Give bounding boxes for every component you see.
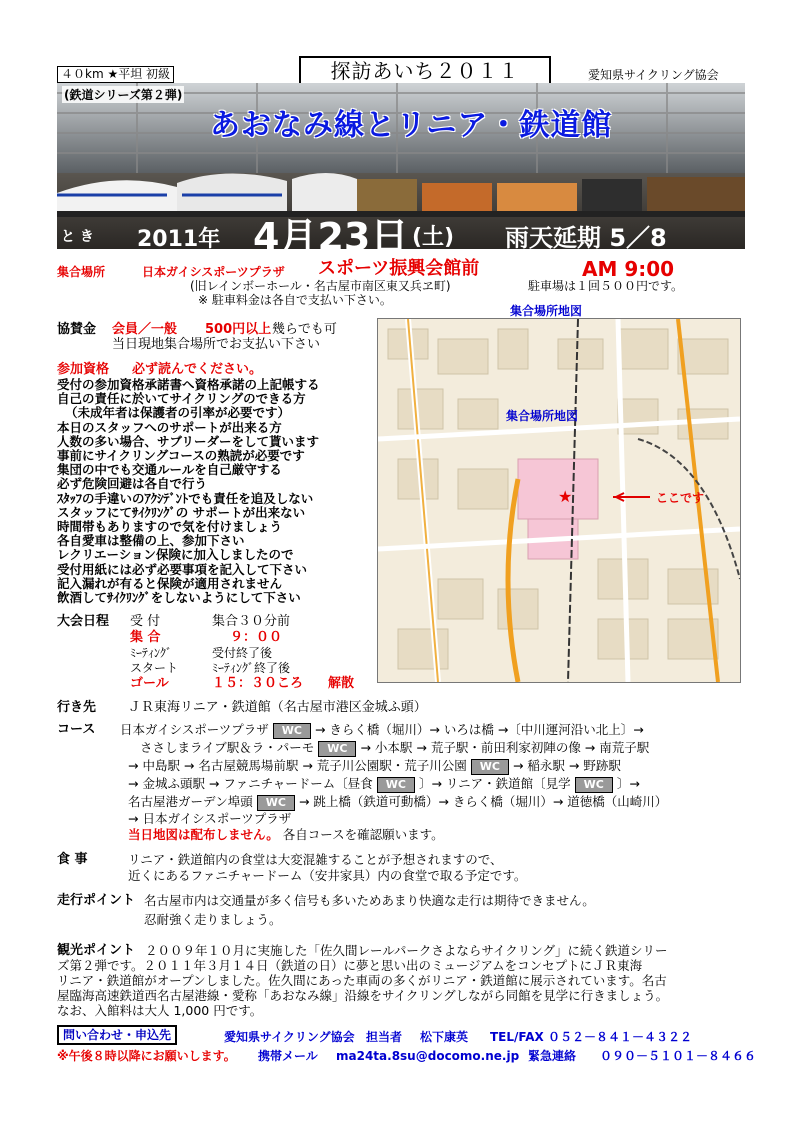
course-stop: 名古屋港ガーデン埠頭: [128, 794, 253, 809]
map-star-icon: ★: [558, 487, 573, 506]
wc-badge: WC: [257, 795, 295, 811]
meeting-place-map: [377, 318, 741, 683]
qualification-item: 事前にサイクリングコースの熟読が必要です: [57, 448, 305, 464]
course-stop: 日本ガイシスポーツプラザ: [120, 722, 269, 737]
fee-rest: 幾らでも可: [272, 322, 337, 337]
meal-line-2: 近くにあるファニチャードーム（安井家具）内の食堂で取る予定です。: [128, 868, 527, 883]
course-line-3: [128, 758, 621, 775]
meeting-address: (旧レインボーホール・名古屋市南区東又兵ヱ町): [190, 279, 451, 293]
sight-point-line-4: 屋臨海高速鉄道西名古屋港線・愛称「あおなみ線」沿線をサイクリングしながら同館を見学に行きましょう。: [57, 988, 669, 1003]
map-title: 集合場所地図: [510, 304, 583, 318]
date-weekday: (土): [412, 225, 455, 250]
series-subtitle: (鉄道シリーズ第２弾): [64, 88, 183, 102]
qualification-item: 人数の多い場合、サブリーダーをして貰います: [57, 433, 320, 449]
course-route: → きらく橋（堀川）→ いろは橋 →〔中川運河沿い北上〕→: [314, 722, 644, 737]
wc-badge: WC: [318, 741, 356, 757]
event-tag: ４０km ★平坦 初級: [57, 66, 174, 83]
ride-point-line-2: 忍耐強く走りましょう。: [144, 912, 282, 927]
schedule-value: 受付終了後: [212, 646, 273, 660]
course-label: コース: [57, 722, 96, 737]
destination-value: ＪＲ東海リニア・鉄道館（名古屋市港区金城ふ頭）: [128, 700, 427, 715]
meeting-spot: スポーツ振興会館前: [318, 258, 480, 279]
mobile-email: ma24ta.8su@docomo.ne.jp: [336, 1049, 520, 1063]
date-line: [57, 215, 745, 259]
schedule-value: １５：３０ころ: [212, 676, 304, 691]
contact-box-label: 問い合わせ・申込先: [57, 1025, 177, 1045]
fee-payment: 当日現地集合場所でお支払い下さい: [112, 337, 321, 352]
course-route: → 跳上橋（鉄道可動橋）→ きらく橋（堀川）→ 道徳橋（山崎川）: [298, 794, 668, 809]
organizer-name: 愛知県サイクリング協会: [588, 68, 719, 82]
schedule-label: 大会日程: [57, 614, 110, 629]
sight-point-line-1: ２００９年１０月に実施した「佐久間レールパークさよならサイクリング」に続く鉄道シリー: [145, 943, 668, 958]
ride-point-label: 走行ポイント: [57, 893, 136, 908]
wc-badge: WC: [273, 723, 311, 739]
contact-org: 愛知県サイクリング協会: [224, 1030, 355, 1044]
sight-point-line-3: リニア・鉄道館がオープンしました。佐久間にあった車両の多くがリニア・鉄道館に展示されています。名古: [57, 973, 667, 988]
contact-note: ※午後８時以降にお願いします。: [57, 1049, 236, 1063]
course-note-text: 各自コースを確認願います。: [282, 827, 444, 842]
fee-members: 会員／一般: [112, 322, 178, 337]
meeting-label: 集合場所: [57, 265, 106, 279]
qualification-item: 必ず危険回避は各自で行う: [57, 476, 208, 492]
wc-badge: WC: [575, 777, 613, 793]
qualification-item: スタッフにてｻｲｸﾘﾝｸﾞの サポートが出来ない: [57, 504, 306, 520]
main-title: あおなみ線とリニア・鉄道館: [210, 108, 613, 143]
wc-badge: WC: [471, 759, 509, 775]
qualification-item: レクリエーション保険に加入しましたので: [57, 547, 294, 563]
meal-line-1: リニア・鉄道館内の食堂は大変混雑することが予想されますので、: [128, 852, 503, 867]
course-line-5: [128, 794, 667, 811]
qualification-item: 集団の中でも交通ルールを自己厳守する: [57, 462, 282, 478]
sight-point-label: 観光ポイント: [57, 943, 136, 958]
schedule-key: ゴール: [130, 676, 169, 691]
parking-fee: 駐車場は１回５００円です。: [528, 279, 684, 293]
qualification-item: 各自愛車は整備の上、参加下さい: [57, 533, 245, 549]
course-line-1: [120, 722, 644, 739]
schedule-key: 集 合: [130, 630, 161, 645]
destination-label: 行き先: [57, 700, 97, 715]
ride-point-line-1: 名古屋市内は交通量が多く信号も多いためあまり快適な走行は期待できません。: [144, 893, 595, 908]
meeting-time: AM 9:00: [582, 257, 675, 281]
course-note: [128, 827, 444, 843]
meeting-place: 日本ガイシスポーツプラザ: [142, 265, 285, 279]
schedule-value: ９：００: [230, 630, 283, 645]
sight-point-line-5: なお、入館料は大人 1,000 円です。: [57, 1003, 263, 1018]
emergency-label: 緊急連絡: [528, 1049, 577, 1063]
course-route: → 金城ふ頭駅 → ファニチャードーム〔昼食: [128, 776, 373, 791]
emergency-number: ０９０－５１０１－８４６６: [600, 1049, 757, 1063]
map-overlay-title: 集合場所地図: [506, 409, 579, 423]
date-label: と き: [61, 229, 94, 245]
schedule-value: 集合３０分前: [212, 614, 291, 629]
course-stop: ささしまライブ駅＆ラ・パーモ: [140, 740, 315, 755]
schedule-extra: 解散: [328, 676, 355, 691]
course-note-red: 当日地図は配布しません。: [128, 827, 279, 842]
qualification-item: 時間帯もありますので気を付けましょう: [57, 519, 283, 535]
fee-amount: 500円以上: [205, 322, 272, 337]
meal-label: 食 事: [57, 852, 88, 867]
qualification-item: 自己の責任に於いてサイクリングのできる方: [57, 391, 306, 407]
course-route: 〕→ リニア・鉄道館〔見学: [418, 776, 571, 791]
qualification-item: 受付用紙には必ず必要事項を記入して下さい: [57, 561, 308, 577]
course-route: 〕→: [616, 776, 640, 791]
rain-postpone: 雨天延期 5／8: [505, 224, 667, 252]
qualification-item: 受付の参加資格承諾書へ資格承諾の上記帳する: [57, 377, 320, 392]
course-line-6: → 日本ガイシスポーツプラザ: [128, 811, 292, 826]
schedule-value: ﾐｰﾃｨﾝｸﾞ終了後: [212, 661, 291, 675]
parking-note: ※ 駐車料金は各自で支払い下さい。: [198, 293, 392, 307]
wc-badge: WC: [377, 777, 415, 793]
date-day: 4月23日: [253, 215, 409, 259]
contact-name: 松下康英: [420, 1030, 469, 1044]
schedule-key: 受 付: [130, 614, 161, 629]
map-here-label: ここです: [656, 491, 705, 505]
mobile-label: 携帯メール: [258, 1049, 318, 1063]
schedule-key: スタート: [130, 661, 179, 675]
qualification-item: （未成年者は保護者の引率が必要です）: [65, 405, 291, 421]
contact-tel: TEL/FAX ０５２－８４１－４３２２: [490, 1030, 692, 1044]
course-line-4: [128, 776, 640, 793]
course-route: → 中島駅 → 名古屋競馬場前駅 → 荒子川公園駅・荒子川公園: [128, 758, 467, 773]
qualification-item: 記入漏れが有ると保険が適用されません: [57, 575, 283, 591]
qualification-label: 参加資格: [57, 362, 110, 377]
course-route: → 稲永駅 → 野跡駅: [512, 758, 621, 773]
qualification-item: ｽﾀｯﾌの手違いのｱｸｼﾃﾞﾝﾄでも責任を追及しない: [57, 490, 314, 506]
qualification-list: [57, 378, 375, 605]
qualification-item: 飲酒してｻｲｸﾘﾝｸﾞをしないようにして下さい: [57, 590, 301, 606]
event-title-box: 探訪あいち２０１１: [299, 56, 551, 86]
contact-role: 担当者: [366, 1030, 403, 1044]
qualification-must: 必ず読んでください。: [132, 362, 263, 377]
date-year: 2011年: [137, 227, 221, 252]
course-route: → 小本駅 → 荒子駅・前田利家初陣の像 → 南荒子駅: [360, 740, 650, 755]
schedule-key: ﾐｰﾃｨﾝｸﾞ: [130, 646, 173, 660]
sight-point-line-2: ズ第２弾です。２０１１年３月１４日（鉄道の日）に夢と思い出のミュージアムをコンセプトにＪＲ東海: [57, 958, 643, 973]
course-line-2: [140, 740, 649, 757]
fee-label: 協賛金: [57, 322, 97, 337]
qualification-item: 本日のスタッフへのサポートが出来る方: [57, 419, 282, 435]
